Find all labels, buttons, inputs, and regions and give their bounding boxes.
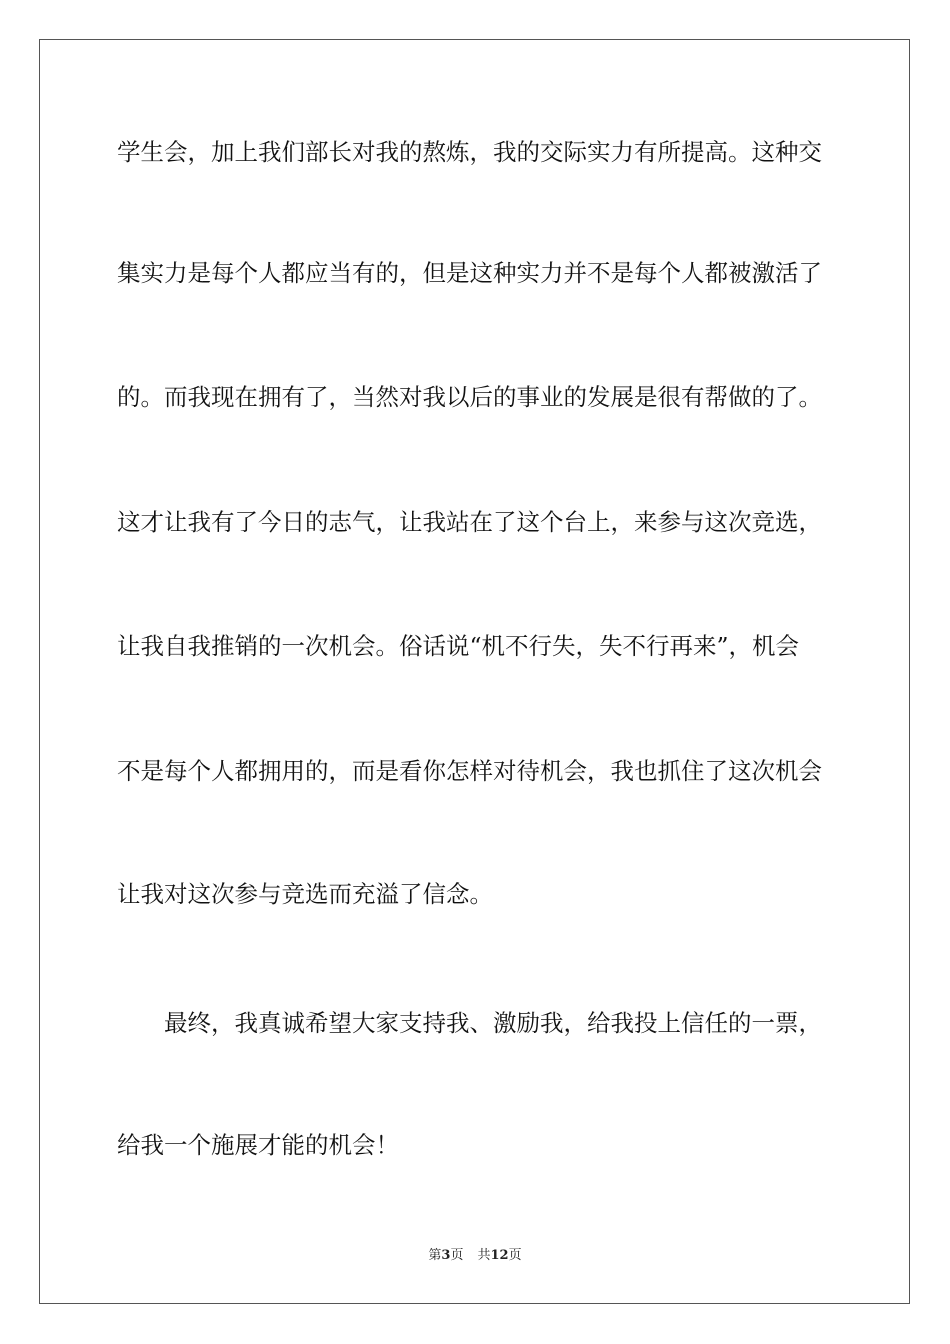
footer-page-suffix: 页 bbox=[450, 1248, 464, 1263]
page-frame bbox=[39, 39, 910, 1304]
body-line-7: 让我对这次参与竞选而充溢了信念。 bbox=[117, 880, 493, 908]
footer-total-pages: 12 bbox=[490, 1248, 509, 1263]
footer-total-suffix: 页 bbox=[508, 1248, 522, 1263]
body-line-9: 给我一个施展才能的机会！ bbox=[117, 1131, 399, 1159]
footer-page-prefix: 第 bbox=[428, 1248, 442, 1263]
page-footer bbox=[0, 1247, 950, 1265]
body-line-6: 不是每个人都拥用的，而是看你怎样对待机会，我也抓住了这次机会 bbox=[117, 757, 822, 785]
body-line-3: 的。而我现在拥有了，当然对我以后的事业的发展是很有帮做的了。 bbox=[117, 383, 822, 411]
body-line-1: 学生会，加上我们部长对我的熬炼，我的交际实力有所提高。这种交 bbox=[117, 138, 822, 166]
footer-total-prefix: 共 bbox=[477, 1248, 491, 1263]
body-line-5: 让我自我推销的一次机会。俗话说“机不行失，失不行再来”，机会 bbox=[117, 632, 800, 660]
body-line-4: 这才让我有了今日的志气，让我站在了这个台上，来参与这次竞选， bbox=[117, 508, 822, 536]
footer-page-number: 3 bbox=[441, 1248, 451, 1263]
body-line-8: 最终，我真诚希望大家支持我、激励我，给我投上信任的一票， bbox=[164, 1009, 822, 1037]
body-line-2: 集实力是每个人都应当有的，但是这种实力并不是每个人都被激活了 bbox=[117, 259, 822, 287]
